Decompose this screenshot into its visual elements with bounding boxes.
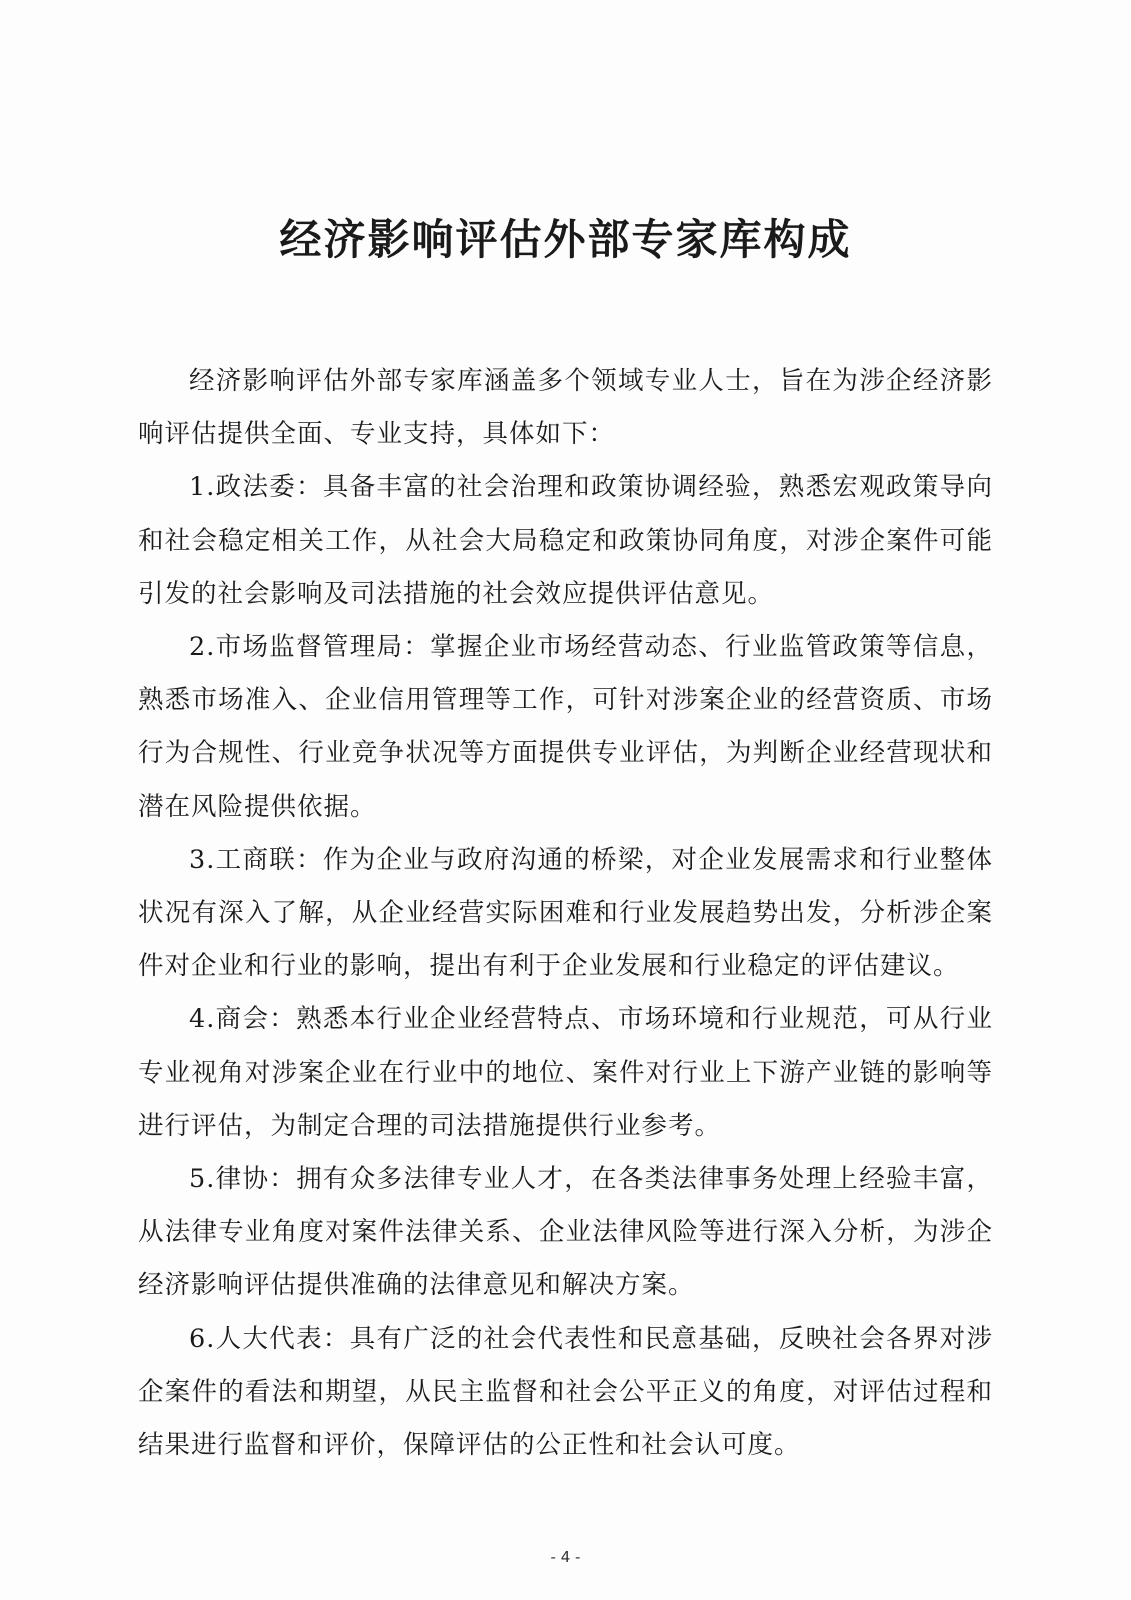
paragraph-item-6: 6.人大代表：具有广泛的社会代表性和民意基础，反映社会各界对涉企案件的看法和期望，从民主监督和社会公平正义的角度，对评估过程和结果进行监督和评价，保障评估的公正性和社会认可度。 xyxy=(138,1323,993,1461)
document-body xyxy=(138,355,993,1472)
paragraph-item-5: 5.律协：拥有众多法律专业人才，在各类法律事务处理上经验丰富，从法律专业角度对案件法律关系、企业法律风险等进行深入分析，为涉企经济影响评估提供准确的法律意见和解决方案。 xyxy=(138,1164,993,1301)
intro-paragraph: 经济影响评估外部专家库涵盖多个领域专业人士，旨在为涉企经济影响评估提供全面、专业支持，具体如下： xyxy=(138,366,993,450)
paragraph-item-2: 2.市场监督管理局：掌握企业市场经营动态、行业监管政策等信息，熟悉市场准入、企业信用管理等工作，可针对涉案企业的经营资质、市场行为合规性、行业竞争状况等方面提供专业评估，为判断企业经营现状和潜在风险提供依据。 xyxy=(138,632,993,822)
paragraph-item-1: 1.政法委：具备丰富的社会治理和政策协调经验，熟悉宏观政策导向和社会稳定相关工作，从社会大局稳定和政策协同角度，对涉企案件可能引发的社会影响及司法措施的社会效应提供评估意见。 xyxy=(138,472,993,609)
page-number: - 4 - xyxy=(550,1548,581,1566)
paragraph-item-3: 3.工商联：作为企业与政府沟通的桥梁，对企业发展需求和行业整体状况有深入了解，从企业经营实际困难和行业发展趋势出发，分析涉企案件对企业和行业的影响，提出有利于企业发展和行业稳定的评估建议。 xyxy=(138,844,993,982)
paragraph-item-4: 4.商会：熟悉本行业企业经营特点、市场环境和行业规范，可从行业专业视角对涉案企业在行业中的地位、案件对行业上下游产业链的影响等进行评估，为制定合理的司法措施提供行业参考。 xyxy=(138,1004,993,1141)
document-title: 经济影响评估外部专家库构成 xyxy=(279,215,852,264)
